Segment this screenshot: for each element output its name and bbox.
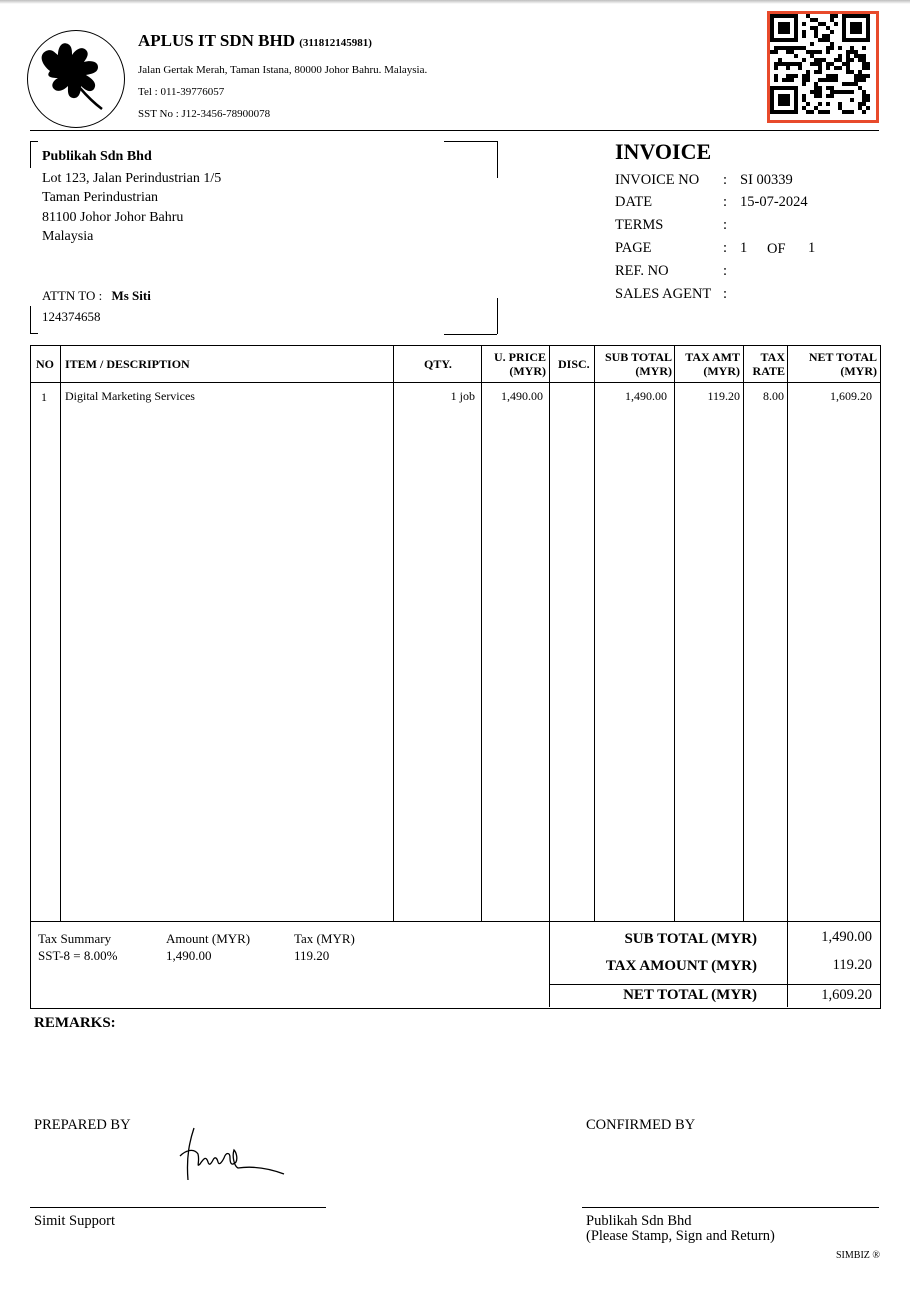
tax-summary-code: SST-8 = 8.00% xyxy=(38,948,118,963)
attn-line xyxy=(42,288,151,304)
attn-label: ATTN TO : xyxy=(42,288,103,303)
tax-summary-label: Tax Summary xyxy=(38,931,112,946)
row-net-total: 1,609.20 xyxy=(830,389,872,403)
header-divider xyxy=(30,130,879,131)
header-tax-rate-line2: RATE xyxy=(752,364,785,378)
meta-value-page: 1 xyxy=(740,240,748,256)
header-no: NO xyxy=(36,357,54,371)
remarks-label: REMARKS: xyxy=(34,1015,116,1031)
meta-page-of: OF xyxy=(767,241,786,257)
table-header-divider xyxy=(30,382,880,383)
meta-label-ref-no: REF. NO xyxy=(615,263,669,279)
meta-sep-terms: : xyxy=(723,217,728,233)
confirmed-by-label: CONFIRMED BY xyxy=(586,1117,696,1133)
header-uprice-line1: U. PRICE xyxy=(493,350,546,364)
frame-tr xyxy=(444,141,497,142)
bill-to-line-2: Taman Perindustrian xyxy=(42,190,159,205)
header-disc: DISC. xyxy=(558,357,590,371)
col-line xyxy=(594,345,595,921)
meta-page-total: 1 xyxy=(808,240,816,256)
row-description: Digital Marketing Services xyxy=(65,389,195,403)
bill-to-line-3: 81100 Johor Johor Bahru xyxy=(42,210,184,225)
meta-label-page: PAGE xyxy=(615,240,652,256)
header-net-total-line1: NET TOTAL xyxy=(808,350,877,364)
prepared-signature-line xyxy=(30,1207,326,1208)
signature-image xyxy=(176,1122,288,1186)
prepared-by-label: PREPARED BY xyxy=(34,1117,131,1133)
header-net-total-line2: (MYR) xyxy=(840,364,877,378)
frame-bl-v xyxy=(30,306,31,333)
header-subtotal-line2: (MYR) xyxy=(635,364,672,378)
subtotal-value: 1,490.00 xyxy=(821,929,872,945)
col-line xyxy=(787,345,788,1007)
header-uprice xyxy=(482,350,546,378)
confirmed-by-name: Publikah Sdn Bhd xyxy=(586,1213,692,1229)
row-tax-amt: 119.20 xyxy=(707,389,740,403)
tax-amount-label: TAX AMOUNT (MYR) xyxy=(605,958,757,974)
bill-to-line-1: Lot 123, Jalan Perindustrian 1/5 xyxy=(42,171,222,186)
frame-tr-v xyxy=(497,141,498,178)
company-name: APLUS IT SDN BHD xyxy=(138,31,295,50)
tax-amount-value: 119.20 xyxy=(832,957,872,973)
meta-value-invoice-no: SI 00339 xyxy=(740,172,793,188)
frame-tl xyxy=(30,141,38,142)
bill-to-line-4: Malaysia xyxy=(42,229,94,244)
meta-value-date: 15-07-2024 xyxy=(740,194,808,210)
header-subtotal xyxy=(596,350,672,378)
company-logo xyxy=(27,30,125,128)
col-line xyxy=(549,345,550,1007)
qr-code-icon xyxy=(767,11,879,123)
meta-sep-invoice-no: : xyxy=(723,172,728,188)
meta-label-terms: TERMS xyxy=(615,217,664,233)
tax-summary-amount-label: Amount (MYR) xyxy=(166,931,251,946)
row-qty: 1 job xyxy=(450,389,475,403)
subtotal-label: SUB TOTAL (MYR) xyxy=(624,931,757,947)
header-net-total xyxy=(789,350,877,378)
col-line xyxy=(481,345,482,921)
company-sst: SST No : J12-3456-78900078 xyxy=(138,108,271,120)
company-name-line xyxy=(138,31,372,51)
header-uprice-line2: (MYR) xyxy=(509,364,546,378)
tax-summary-amount: 1,490.00 xyxy=(166,948,212,963)
bill-to-name: Publikah Sdn Bhd xyxy=(42,149,152,164)
net-total-value: 1,609.20 xyxy=(821,987,872,1003)
oak-leaf-icon xyxy=(28,31,124,127)
meta-label-invoice-no: INVOICE NO xyxy=(615,172,700,188)
header-tax-amt-line2: (MYR) xyxy=(703,364,740,378)
company-address: Jalan Gertak Merah, Taman Istana, 80000 Johor Bahru. Malaysia. xyxy=(138,64,428,76)
meta-sep-ref-no: : xyxy=(723,263,728,279)
meta-label-sales-agent: SALES AGENT xyxy=(615,286,712,302)
totals-divider xyxy=(549,984,880,985)
top-shadow xyxy=(0,0,910,4)
meta-sep-date: : xyxy=(723,194,728,210)
row-tax-rate: 8.00 xyxy=(763,389,784,403)
company-reg-no: (311812145981) xyxy=(299,37,372,49)
col-line xyxy=(743,345,744,921)
header-description: ITEM / DESCRIPTION xyxy=(65,357,190,371)
row-subtotal: 1,490.00 xyxy=(625,389,667,403)
col-line xyxy=(674,345,675,921)
header-tax-amt-line1: TAX AMT xyxy=(685,350,740,364)
table-body-bottom xyxy=(30,921,880,922)
meta-sep-page: : xyxy=(723,240,728,256)
net-total-label: NET TOTAL (MYR) xyxy=(623,987,757,1003)
col-line xyxy=(393,345,394,921)
footer-brand: SIMBIZ ® xyxy=(836,1250,880,1261)
frame-br-v xyxy=(497,298,498,334)
frame-bl xyxy=(30,333,38,334)
prepared-by-name: Simit Support xyxy=(34,1213,115,1229)
company-tel: Tel : 011-39776057 xyxy=(138,86,225,98)
header-subtotal-line1: SUB TOTAL xyxy=(604,350,672,364)
confirmed-by-note: (Please Stamp, Sign and Return) xyxy=(586,1228,775,1244)
frame-br xyxy=(444,334,497,335)
header-qty: QTY. xyxy=(424,357,452,371)
attn-name: Ms Siti xyxy=(111,288,151,303)
items-table xyxy=(30,345,881,1009)
row-no: 1 xyxy=(41,390,47,404)
header-tax-amt xyxy=(676,350,740,378)
tax-summary-tax-label: Tax (MYR) xyxy=(294,931,355,946)
attn-phone: 124374658 xyxy=(42,309,101,324)
row-uprice: 1,490.00 xyxy=(501,389,543,403)
tax-summary-tax: 119.20 xyxy=(294,948,330,963)
confirmed-signature-line xyxy=(582,1207,879,1208)
header-tax-rate xyxy=(745,350,785,378)
meta-sep-sales-agent: : xyxy=(723,286,728,302)
frame-tl-v xyxy=(30,141,31,168)
meta-label-date: DATE xyxy=(615,194,653,210)
invoice-title: INVOICE xyxy=(615,139,712,164)
header-tax-rate-line1: TAX xyxy=(760,350,785,364)
col-line xyxy=(60,345,61,921)
